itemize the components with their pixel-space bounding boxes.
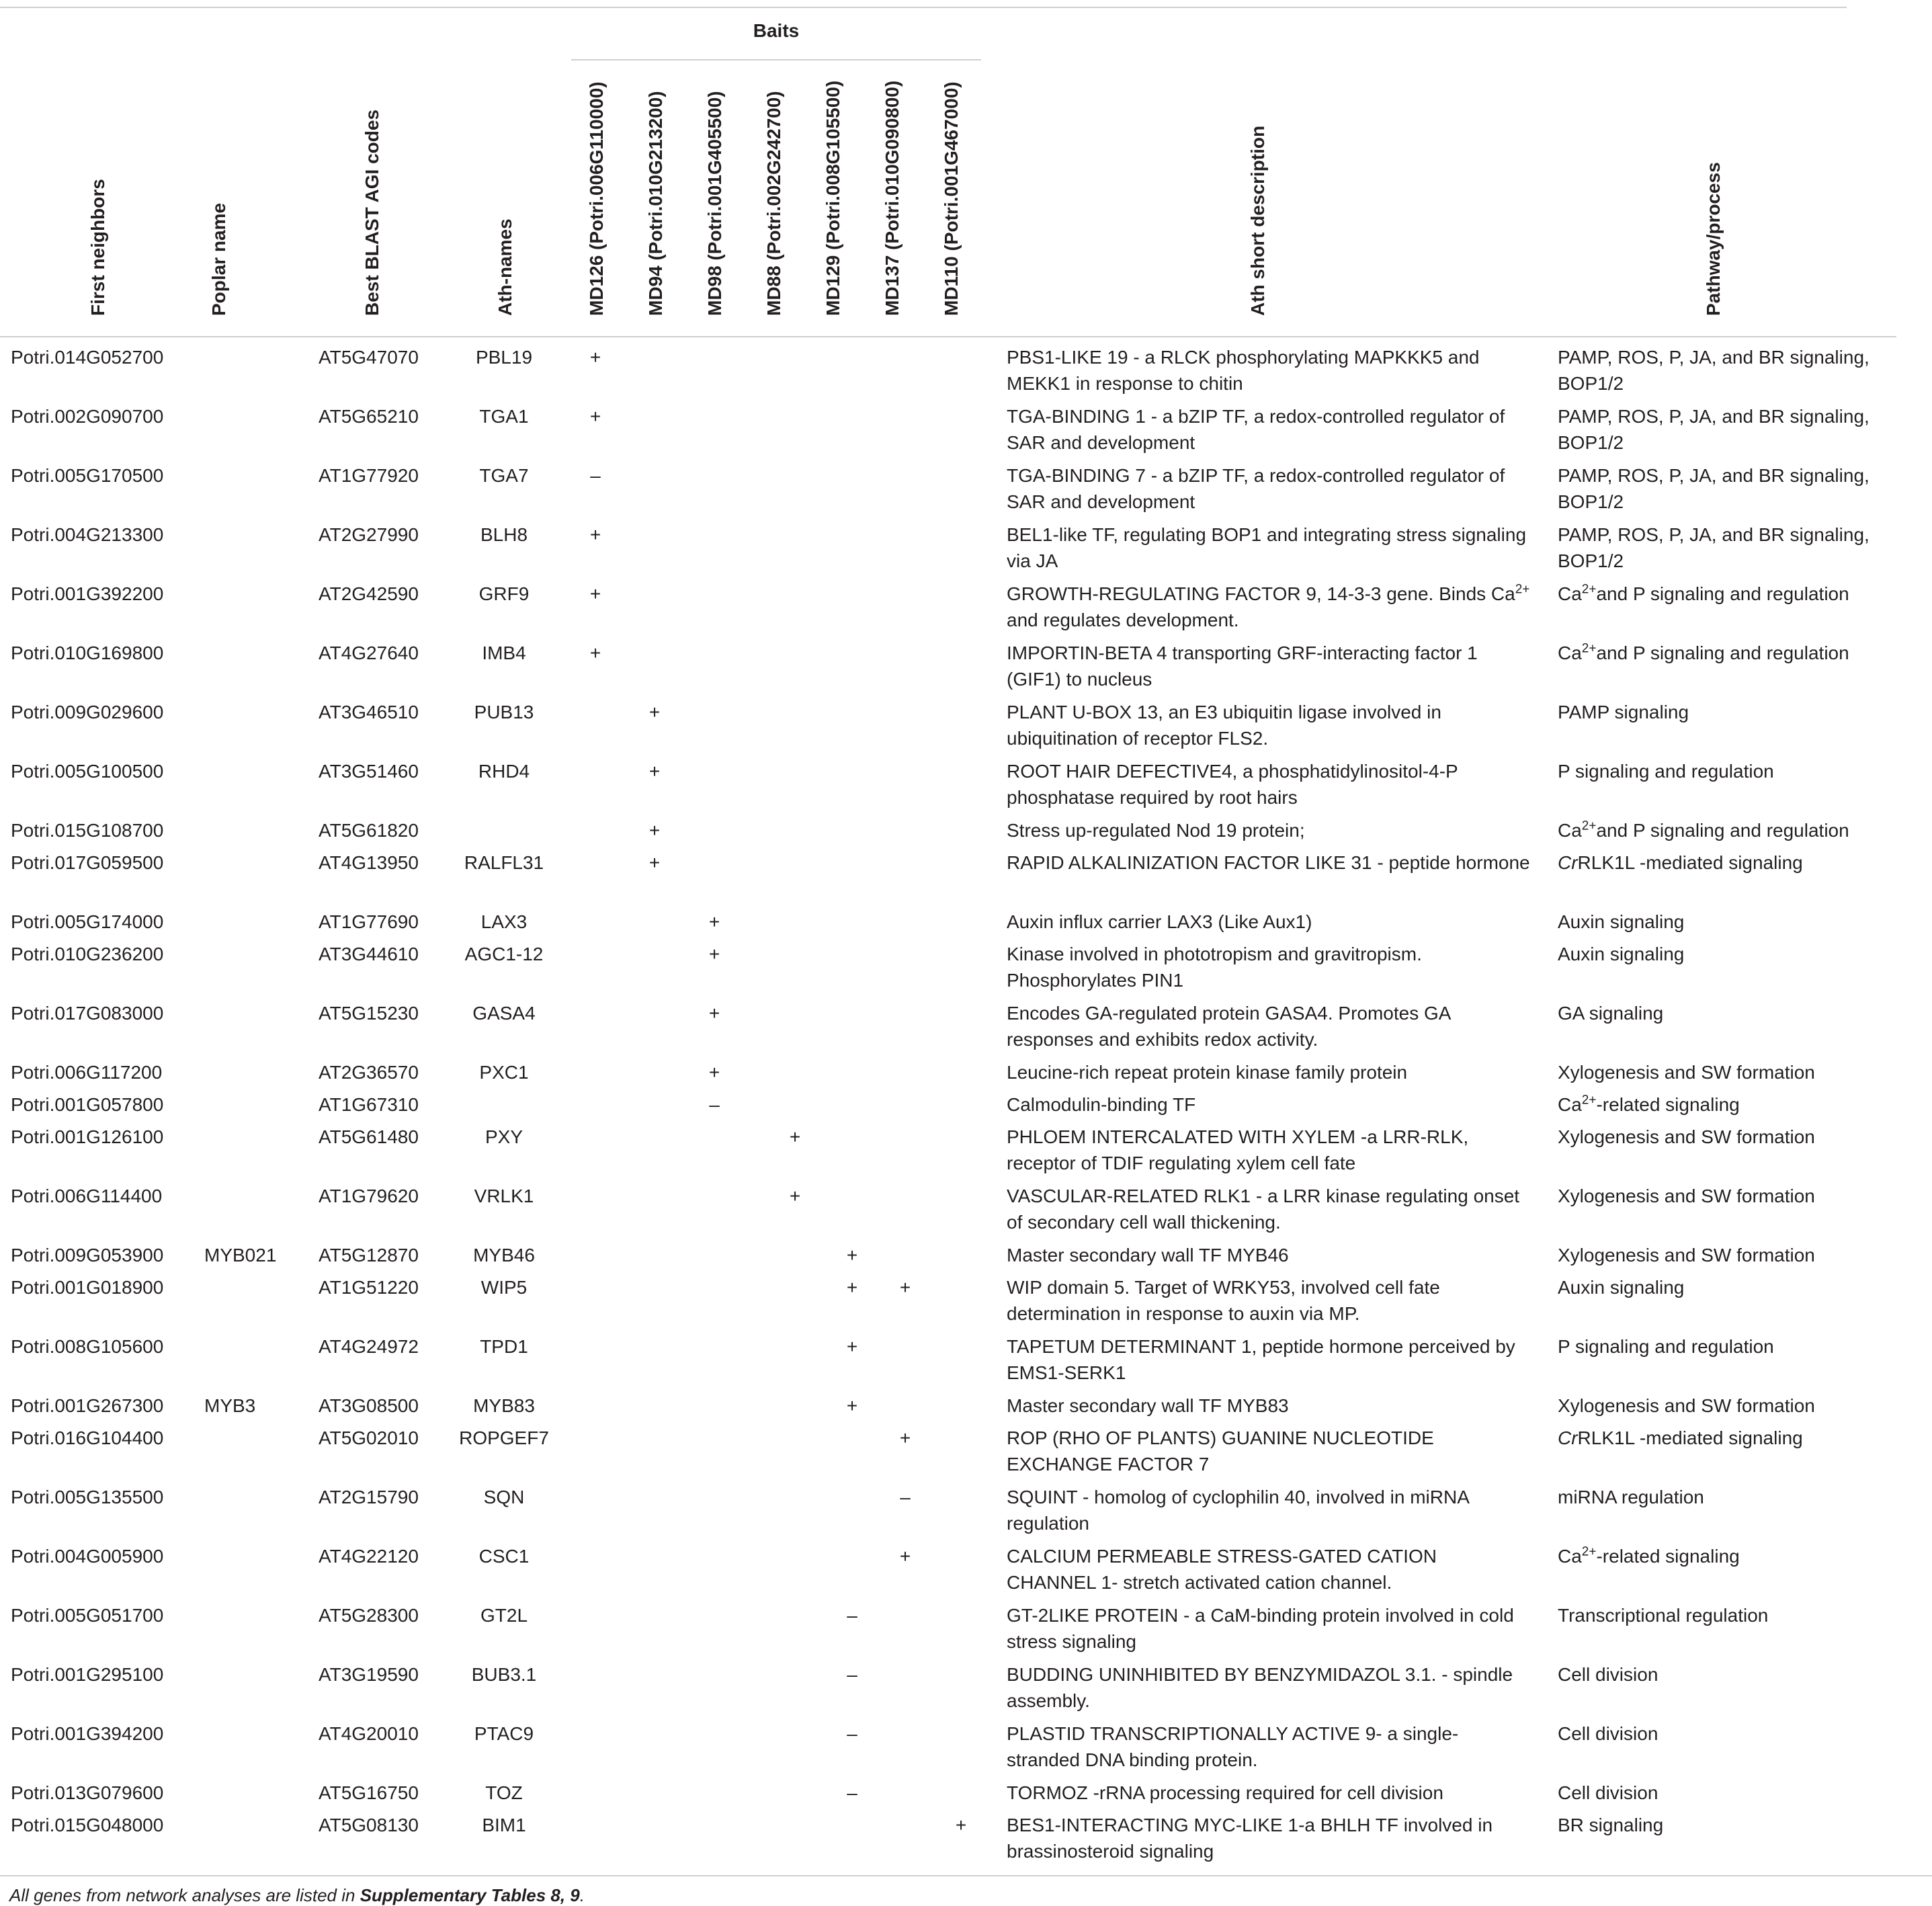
agi-code-cell: AT1G77690 [319,911,419,932]
ath-name-cell: BUB3.1 [471,1664,537,1685]
agi-code-cell: AT3G46510 [319,702,419,722]
header-bait-0: MD126 (Potri.006G110000) [586,81,607,316]
table-row [0,403,1932,462]
description-cell: Encodes GA-regulated protein GASA4. Promotes GA responses and exhibits redox activity. [1007,1003,1450,1050]
bait-mark-cell: – [847,1664,857,1685]
ath-name-cell: MYB46 [473,1245,535,1266]
ath-name-cell: WIP5 [480,1277,528,1298]
agi-code-cell: AT1G77920 [319,465,419,486]
header-ath-names: Ath-names [495,218,515,316]
agi-code-cell: AT5G15230 [319,1003,419,1024]
bait-mark-cell: + [648,820,661,841]
first-neighbor-cell: Potri.005G135500 [11,1487,164,1507]
table-row [0,1425,1932,1484]
first-neighbor-cell: Potri.017G083000 [11,1003,164,1024]
description-cell: PLASTID TRANSCRIPTIONALLY ACTIVE 9- a single-stranded DNA binding protein. [1007,1723,1459,1770]
description-cell: TAPETUM DETERMINANT 1, peptide hormone perceived by EMS1-SERK1 [1007,1336,1515,1383]
ath-name-cell: MYB83 [473,1395,535,1416]
agi-code-cell: AT1G67310 [319,1094,419,1115]
description-cell: Leucine-rich repeat protein kinase family protein [1007,1062,1408,1083]
ath-name-cell: IMB4 [482,643,526,663]
table-row [0,1393,1932,1425]
first-neighbor-cell: Potri.009G029600 [11,702,164,722]
agi-code-cell: AT4G20010 [319,1723,419,1744]
header-first-neighbors: First neighbors [87,179,108,316]
ath-name-cell: TPD1 [480,1336,528,1357]
description-cell: VASCULAR-RELATED RLK1 - a LRR kinase regulating onset of secondary cell wall thickening. [1007,1186,1520,1233]
pathway-cell: BR signaling [1558,1815,1664,1835]
table-row [0,1780,1932,1812]
agi-code-cell: AT2G27990 [319,524,419,545]
pathway-cell: PAMP signaling [1558,702,1689,722]
first-neighbor-cell: Potri.014G052700 [11,347,164,368]
bait-mark-cell: + [955,1815,967,1835]
header-ath-short-description: Ath short description [1247,125,1268,316]
table-row [0,699,1932,758]
agi-code-cell: AT4G22120 [319,1546,419,1567]
ath-name-cell: GT2L [480,1605,528,1626]
table-row [0,850,1932,909]
table-row [0,462,1932,522]
table-row [0,1721,1932,1780]
first-neighbor-cell: Potri.005G174000 [11,911,164,932]
pathway-cell: $Ca^{2+}and$ P signaling and regulation [1558,819,1849,841]
agi-code-cell: AT3G44610 [319,944,419,964]
table-row [0,344,1932,403]
description-cell: RAPID ALKALINIZATION FACTOR LIKE 31 - peptide hormone [1007,852,1530,873]
ath-name-cell: TGA1 [479,406,529,427]
ath-name-cell: SQN [483,1487,525,1507]
agi-code-cell: AT2G42590 [319,583,419,604]
footnote [9,1885,585,1906]
agi-code-cell: AT1G79620 [319,1186,419,1206]
bait-mark-cell: – [590,465,601,486]
description-cell: Stress up-regulated Nod 19 protein; [1007,820,1305,841]
ath-name-cell: VRLK1 [474,1186,534,1206]
pathway-cell: GA signaling [1558,1003,1664,1024]
table-body [0,344,1932,1871]
pathway-cell: Auxin signaling [1558,944,1685,964]
ath-name-cell: BLH8 [480,524,528,545]
ath-name-cell: PXY [485,1126,523,1147]
header-bait-5: MD137 (Potri.010G090800) [882,80,902,316]
ath-name-cell: RALFL31 [464,852,544,873]
bait-mark-cell: + [846,1395,858,1416]
footnote-prefix: All genes from network analyses are listed in [9,1885,360,1905]
table-row [0,1059,1932,1091]
bait-mark-cell: + [589,347,601,368]
pathway-cell: $Ca^{2+}$-related signaling [1558,1544,1740,1567]
first-neighbor-cell: Potri.005G051700 [11,1605,164,1626]
agi-code-cell: AT5G16750 [319,1782,419,1803]
ath-name-cell: PUB13 [474,702,534,722]
first-neighbor-cell: Potri.006G117200 [11,1062,163,1083]
table-row [0,1543,1932,1602]
bait-mark-cell: + [846,1245,858,1266]
ath-name-cell: GASA4 [472,1003,536,1024]
table-row [0,522,1932,581]
pathway-cell: Auxin signaling [1558,911,1685,932]
pathway-cell: CrRLK1L -mediated signaling [1558,852,1803,873]
description-cell: TGA-BINDING 7 - a bZIP TF, a redox-controlled regulator of SAR and development [1007,465,1505,512]
agi-code-cell: AT5G47070 [319,347,419,368]
table-row [0,581,1932,640]
agi-code-cell: AT5G02010 [319,1427,419,1448]
first-neighbor-cell: Potri.010G169800 [11,643,164,663]
table-row [0,1333,1932,1393]
pathway-cell: Xylogenesis and SW formation [1558,1062,1815,1083]
description-cell: BUDDING UNINHIBITED BY BENZYMIDAZOL 3.1. - spindle assembly. [1007,1664,1513,1711]
first-neighbor-cell: Potri.009G053900 [11,1245,164,1266]
description-cell: PBS1-LIKE 19 - a RLCK phosphorylating MAPKKK5 and MEKK1 in response to chitin [1007,347,1480,394]
bait-mark-cell: + [789,1126,801,1147]
pathway-cell: PAMP, ROS, P, JA, and BR signaling, BOP1/2 [1558,465,1870,512]
ath-name-cell: PXC1 [479,1062,529,1083]
bait-mark-cell: + [589,406,601,427]
header-row [0,0,1932,329]
description-cell: ROP (RHO OF PLANTS) GUANINE NUCLEOTIDE EXCHANGE FACTOR 7 [1007,1427,1434,1475]
bait-mark-cell: + [846,1336,858,1357]
pathway-cell: CrRLK1L -mediated signaling [1558,1427,1803,1448]
bait-mark-cell: + [899,1277,911,1298]
description-cell: GT-2LIKE PROTEIN - a CaM-binding protein involved in cold stress signaling [1007,1605,1514,1652]
header-bait-4: MD129 (Potri.008G105500) [823,80,843,316]
agi-code-cell: AT2G36570 [319,1062,419,1083]
pathway-cell: $Ca^{2+}and$ P signaling and regulation [1558,582,1849,604]
pathway-cell: P signaling and regulation [1558,761,1774,782]
bait-mark-cell: + [708,911,720,932]
header-bait-2: MD98 (Potri.001G405500) [704,91,725,316]
header-bait-1: MD94 (Potri.010G213200) [645,91,666,316]
table-row [0,1484,1932,1543]
table-row [0,909,1932,941]
description-cell: BEL1-like TF, regulating BOP1 and integrating stress signaling via JA [1007,524,1527,571]
first-neighbor-cell: Potri.010G236200 [11,944,164,964]
pathway-cell: Cell division [1558,1782,1658,1803]
table-row [0,1242,1932,1274]
agi-code-cell: AT1G51220 [319,1277,419,1298]
ath-name-cell: GRF9 [478,583,530,604]
first-neighbor-cell: Potri.015G048000 [11,1815,164,1835]
agi-code-cell: AT5G28300 [319,1605,419,1626]
pathway-cell: Xylogenesis and SW formation [1558,1395,1815,1416]
pathway-cell: $Ca^{2+}and$ P signaling and regulation [1558,641,1849,663]
description-cell: Calmodulin-binding TF [1007,1094,1196,1115]
agi-code-cell: AT3G08500 [319,1395,419,1416]
description-cell: Master secondary wall TF MYB46 [1007,1245,1289,1266]
bait-mark-cell: + [648,761,661,782]
bait-mark-cell: + [846,1277,858,1298]
pathway-cell: Xylogenesis and SW formation [1558,1245,1815,1266]
bait-mark-cell: + [708,1062,720,1083]
first-neighbor-cell: Potri.001G394200 [11,1723,164,1744]
first-neighbor-cell: Potri.015G108700 [11,820,164,841]
first-neighbor-cell: Potri.016G104400 [11,1427,164,1448]
bait-mark-cell: + [589,643,601,663]
pathway-cell: Transcriptional regulation [1558,1605,1769,1626]
description-cell: Kinase involved in phototropism and gravitropism. Phosphorylates PIN1 [1007,944,1422,991]
description-cell: Auxin influx carrier LAX3 (Like Aux1) [1007,911,1312,932]
footnote-suffix: . [579,1885,585,1905]
agi-code-cell: AT4G27640 [319,643,419,663]
table-row [0,1602,1932,1661]
table-row [0,640,1932,699]
ath-name-cell: PBL19 [475,347,533,368]
first-neighbor-cell: Potri.006G114400 [11,1186,163,1206]
first-neighbor-cell: Potri.008G105600 [11,1336,164,1357]
first-neighbor-cell: Potri.013G079600 [11,1782,164,1803]
bait-mark-cell: – [847,1605,857,1626]
pathway-cell: Auxin signaling [1558,1277,1685,1298]
first-neighbor-cell: Potri.005G100500 [11,761,164,782]
bait-mark-cell: + [899,1546,911,1567]
ath-name-cell: TOZ [485,1782,523,1803]
bait-mark-cell: + [648,702,661,722]
description-cell: GROWTH-REGULATING FACTOR 9, 14-3-3 gene. Binds $Ca^{2+}$ and regulates development. [1007,582,1530,630]
bait-mark-cell: + [708,944,720,964]
bait-mark-cell: – [709,1094,720,1115]
header-bottom-rule [0,336,1896,337]
pathway-cell: Xylogenesis and SW formation [1558,1186,1815,1206]
table-row [0,941,1932,1000]
header-poplar-name: Poplar name [208,202,229,316]
table-row [0,817,1932,850]
first-neighbor-cell: Potri.001G126100 [11,1126,164,1147]
table-row [0,758,1932,817]
table-row [0,1274,1932,1333]
description-cell: Master secondary wall TF MYB83 [1007,1395,1289,1416]
table-row [0,1091,1932,1124]
bait-mark-cell: + [589,524,601,545]
table-row [0,1661,1932,1721]
pathway-cell: PAMP, ROS, P, JA, and BR signaling, BOP1/2 [1558,524,1870,571]
description-cell: WIP domain 5. Target of WRKY53, involved cell fate determination in response to auxin via MP. [1007,1277,1440,1324]
ath-name-cell: AGC1-12 [464,944,544,964]
table-row [0,1812,1932,1871]
table-row [0,1183,1932,1242]
pathway-cell: P signaling and regulation [1558,1336,1774,1357]
description-cell: TORMOZ -rRNA processing required for cell division [1007,1782,1443,1803]
header-best-blast: Best BLAST AGI codes [362,109,382,316]
bait-mark-cell: + [589,583,601,604]
description-cell: BES1-INTERACTING MYC-LIKE 1-a BHLH TF involved in brassinosteroid signaling [1007,1815,1493,1862]
agi-code-cell: AT5G08130 [319,1815,419,1835]
description-cell: TGA-BINDING 1 - a bZIP TF, a redox-controlled regulator of SAR and development [1007,406,1505,453]
description-cell: PLANT U-BOX 13, an E3 ubiquitin ligase involved in ubiquitination of receptor FLS2. [1007,702,1441,749]
first-neighbor-cell: Potri.005G170500 [11,465,164,486]
ath-name-cell: CSC1 [478,1546,530,1567]
ath-name-cell: BIM1 [482,1815,526,1835]
table-row [0,1124,1932,1183]
baits-title: Baits [753,20,800,41]
bottom-rule [0,1875,1932,1876]
pathway-cell: miRNA regulation [1558,1487,1704,1507]
agi-code-cell: AT3G51460 [319,761,419,782]
bait-mark-cell: + [789,1186,801,1206]
description-cell: ROOT HAIR DEFECTIVE4, a phosphatidylinositol-4-P phosphatase required by root hairs [1007,761,1458,808]
ath-name-cell: PTAC9 [474,1723,534,1744]
agi-code-cell: AT5G61820 [319,820,419,841]
header-bait-6: MD110 (Potri.001G467000) [941,81,962,316]
header-pathway: Pathway/process [1703,162,1724,316]
poplar-name-cell: MYB021 [204,1245,277,1266]
ath-name-cell: LAX3 [480,911,528,932]
description-cell: IMPORTIN-BETA 4 transporting GRF-interacting factor 1 (GIF1) to nucleus [1007,643,1478,690]
footnote-link: Supplementary Tables 8, 9 [360,1885,580,1905]
agi-code-cell: AT5G61480 [319,1126,419,1147]
pathway-cell: $Ca^{2+}$-related signaling [1558,1093,1740,1115]
agi-code-cell: AT5G65210 [319,406,419,427]
agi-code-cell: AT4G13950 [319,852,419,873]
agi-code-cell: AT5G12870 [319,1245,419,1266]
first-neighbor-cell: Potri.002G090700 [11,406,164,427]
first-neighbor-cell: Potri.001G018900 [11,1277,164,1298]
first-neighbor-cell: Potri.001G295100 [11,1664,164,1685]
description-cell: CALCIUM PERMEABLE STRESS-GATED CATION CHANNEL 1- stretch activated cation channel. [1007,1546,1437,1593]
first-neighbor-cell: Potri.001G267300 [11,1395,164,1416]
bait-mark-cell: – [847,1723,857,1744]
ath-name-cell: ROPGEF7 [459,1427,549,1448]
header-bait-3: MD88 (Potri.002G242700) [763,91,784,316]
pathway-cell: PAMP, ROS, P, JA, and BR signaling, BOP1/2 [1558,406,1870,453]
first-neighbor-cell: Potri.001G057800 [11,1094,164,1115]
bait-mark-cell: + [899,1427,911,1448]
bait-mark-cell: – [847,1782,857,1803]
description-cell: SQUINT - homolog of cyclophilin 40, involved in miRNA regulation [1007,1487,1469,1534]
pathway-cell: PAMP, ROS, P, JA, and BR signaling, BOP1/2 [1558,347,1870,394]
agi-code-cell: AT2G15790 [319,1487,419,1507]
bait-mark-cell: – [900,1487,911,1507]
bait-mark-cell: + [708,1003,720,1024]
pathway-cell: Xylogenesis and SW formation [1558,1126,1815,1147]
agi-code-cell: AT4G24972 [319,1336,419,1357]
first-neighbor-cell: Potri.004G213300 [11,524,164,545]
first-neighbor-cell: Potri.017G059500 [11,852,164,873]
table-row [0,1000,1932,1059]
ath-name-cell: TGA7 [479,465,529,486]
first-neighbor-cell: Potri.004G005900 [11,1546,164,1567]
agi-code-cell: AT3G19590 [319,1664,419,1685]
bait-mark-cell: + [648,852,661,873]
pathway-cell: Cell division [1558,1664,1658,1685]
ath-name-cell: RHD4 [478,761,530,782]
description-cell: PHLOEM INTERCALATED WITH XYLEM -a LRR-RLK, receptor of TDIF regulating xylem cell fate [1007,1126,1469,1173]
first-neighbor-cell: Potri.001G392200 [11,583,164,604]
poplar-name-cell: MYB3 [204,1395,256,1416]
pathway-cell: Cell division [1558,1723,1658,1744]
